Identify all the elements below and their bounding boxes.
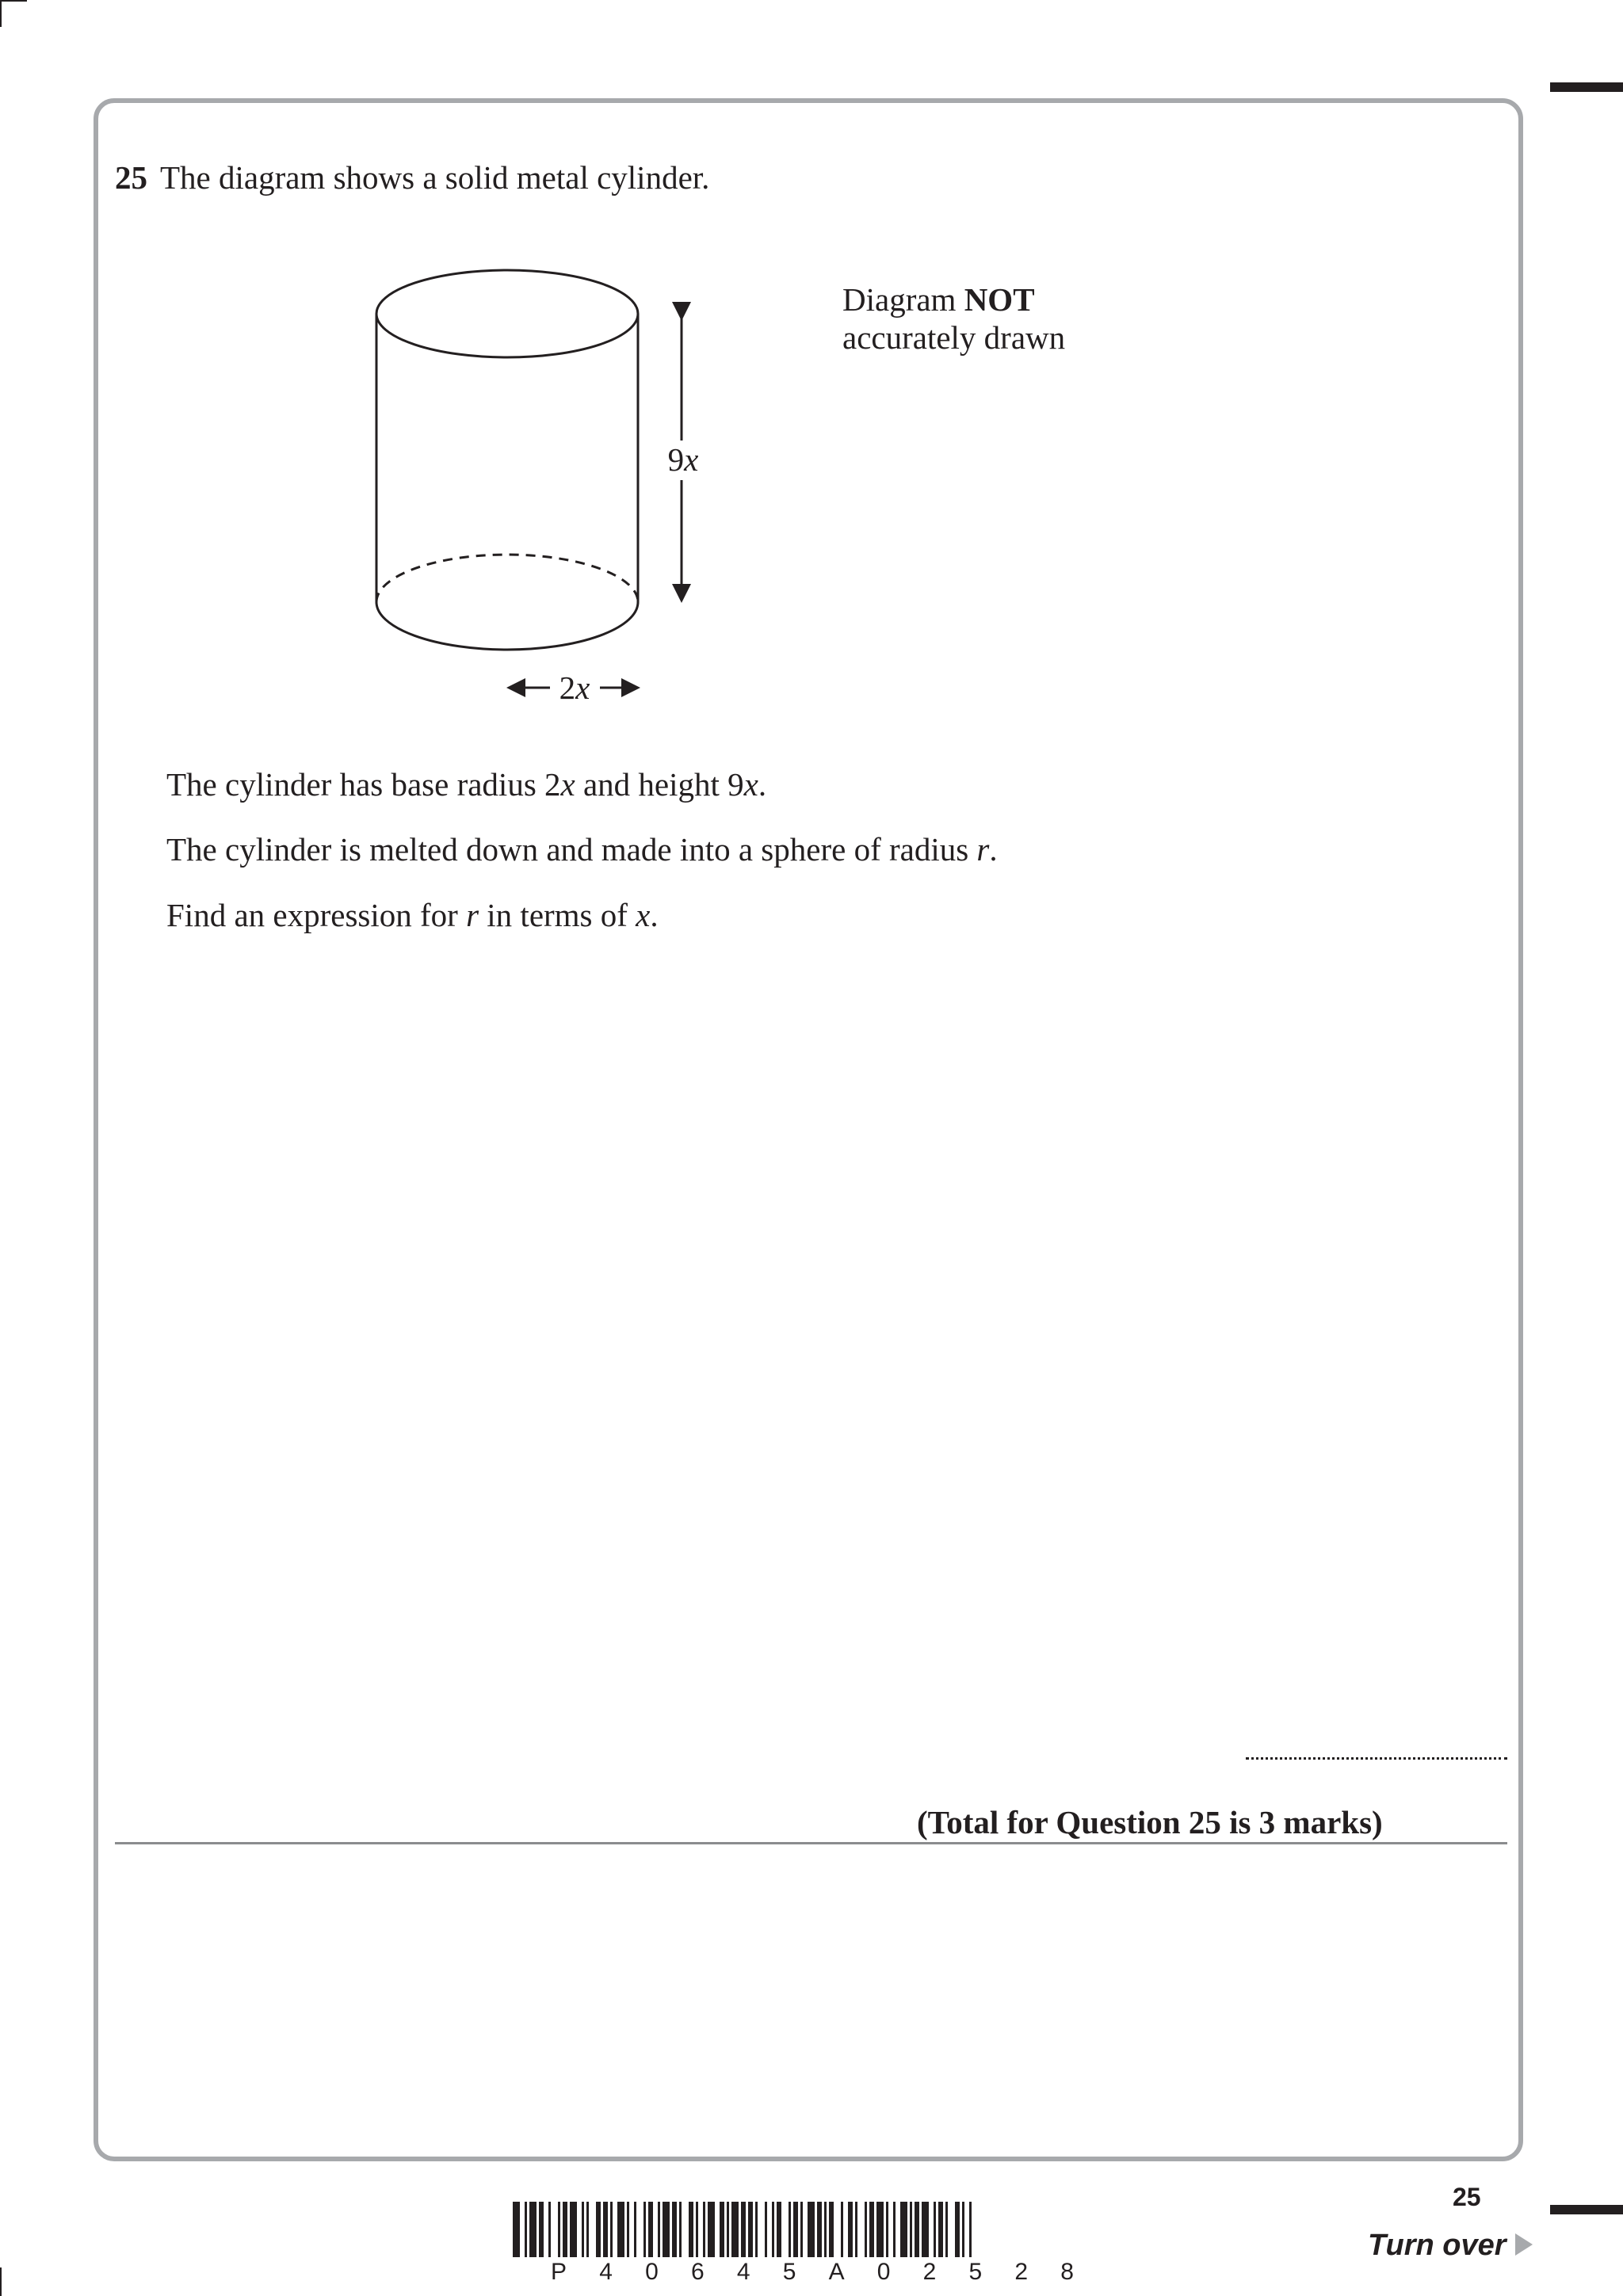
barcode-bar	[893, 2202, 896, 2257]
barcode-bar	[829, 2202, 834, 2257]
edge-bar-top	[1550, 82, 1623, 92]
page-number: 25	[1453, 2183, 1481, 2211]
question-intro: The diagram shows a solid metal cylinder.	[160, 159, 710, 196]
barcode-bar	[789, 2202, 791, 2257]
question-divider	[115, 1842, 1507, 1844]
barcode-bar	[934, 2202, 936, 2257]
barcode-bar	[558, 2202, 560, 2257]
diagram-note-normal: Diagram	[842, 281, 957, 318]
cylinder-diagram	[349, 277, 699, 713]
question-frame	[94, 98, 1523, 2161]
barcode-bar	[955, 2202, 960, 2257]
crop-mark-top-vertical	[0, 0, 2, 27]
barcode-bar	[793, 2202, 798, 2257]
barcode-bar	[869, 2202, 874, 2257]
cylinder-base-front-arc	[376, 602, 638, 650]
barcode-bar	[865, 2202, 867, 2257]
barcode-bar	[910, 2202, 912, 2257]
barcode-bar	[727, 2202, 729, 2257]
barcode-bar	[841, 2202, 843, 2257]
barcode-bar	[586, 2202, 589, 2257]
body-line-2: The cylinder is melted down and made into a sphere of radius r.	[166, 831, 998, 868]
barcode-char: 2	[922, 2259, 937, 2285]
barcode-char: 6	[690, 2259, 705, 2285]
barcode-bar	[582, 2202, 584, 2257]
barcode-bar	[708, 2202, 715, 2257]
crop-mark-top-horizontal	[0, 0, 27, 2]
barcode-text	[551, 2260, 1074, 2284]
barcode-bar	[563, 2202, 567, 2257]
barcode-bar	[610, 2202, 613, 2257]
barcode-bar	[855, 2202, 857, 2257]
diagram-note-bold: NOT	[964, 281, 1035, 318]
barcode-bar	[876, 2202, 884, 2257]
barcode-bar	[596, 2202, 601, 2257]
barcode-bar	[513, 2202, 520, 2257]
barcode-bar	[627, 2202, 629, 2257]
barcode-bar	[900, 2202, 907, 2257]
barcode-bar	[938, 2202, 943, 2257]
body-line-1: The cylinder has base radius 2x and height 9x.	[166, 766, 767, 803]
question-heading	[115, 159, 710, 196]
barcode-char: 0	[876, 2259, 891, 2285]
barcode-bar	[617, 2202, 624, 2257]
barcode-bar	[548, 2202, 551, 2257]
barcode-bar	[848, 2202, 853, 2257]
barcode-char: P	[551, 2259, 567, 2285]
barcode-bar	[525, 2202, 527, 2257]
barcode-bar	[962, 2202, 964, 2257]
barcode-bar	[741, 2202, 746, 2257]
barcode-bar	[772, 2202, 774, 2257]
diagram-note-line2: accurately drawn	[842, 319, 1066, 356]
barcode-bar	[703, 2202, 705, 2257]
barcode-bar	[603, 2202, 608, 2257]
edge-bar-bottom	[1550, 2205, 1623, 2214]
barcode-bar	[945, 2202, 948, 2257]
barcode-char: 2	[1014, 2259, 1029, 2285]
barcode-char: 0	[645, 2259, 659, 2285]
barcode-bar	[658, 2202, 660, 2257]
question-number: 25	[115, 159, 147, 196]
barcode-bar	[915, 2202, 919, 2257]
answer-line[interactable]	[1246, 1757, 1507, 1760]
body-line-3: Find an expression for r in terms of x.	[166, 897, 659, 933]
turn-over-arrow-icon	[1514, 2232, 1534, 2257]
barcode-bar	[696, 2202, 698, 2257]
turn-over-label: Turn over	[1368, 2229, 1507, 2262]
barcode-bar	[800, 2202, 803, 2257]
barcode-bar	[634, 2202, 636, 2257]
barcode-char: 4	[599, 2259, 613, 2285]
barcode-bar	[731, 2202, 739, 2257]
width-label: 2x	[559, 669, 590, 706]
crop-mark-bottom-vertical	[0, 2267, 2, 2296]
cylinder-base-hidden-arc	[376, 555, 638, 602]
cylinder-top-ellipse	[376, 270, 638, 357]
barcode-bar	[755, 2202, 758, 2257]
barcode-bar	[824, 2202, 827, 2257]
barcode-bar	[679, 2202, 682, 2257]
barcode-char: 5	[782, 2259, 796, 2285]
barcode	[513, 2202, 1131, 2257]
barcode-bar	[720, 2202, 724, 2257]
barcode-char: 4	[736, 2259, 750, 2285]
barcode-bar	[643, 2202, 646, 2257]
barcode-bar	[648, 2202, 653, 2257]
barcode-bar	[808, 2202, 815, 2257]
barcode-bar	[748, 2202, 753, 2257]
barcode-char: 8	[1060, 2259, 1074, 2285]
barcode-char: 5	[968, 2259, 983, 2285]
height-label: 9x	[667, 441, 699, 478]
barcode-bar	[570, 2202, 577, 2257]
barcode-bar	[689, 2202, 693, 2257]
barcode-bar	[529, 2202, 537, 2257]
diagram-note	[842, 280, 1065, 357]
barcode-bar	[539, 2202, 544, 2257]
barcode-bar	[777, 2202, 781, 2257]
barcode-bar	[969, 2202, 972, 2257]
barcode-bar	[765, 2202, 767, 2257]
barcode-bar	[922, 2202, 929, 2257]
barcode-bar	[817, 2202, 822, 2257]
barcode-bar	[672, 2202, 677, 2257]
barcode-char: A	[828, 2259, 845, 2285]
barcode-bar	[663, 2202, 670, 2257]
barcode-bar	[886, 2202, 888, 2257]
total-marks: (Total for Question 25 is 3 marks)	[917, 1804, 1383, 1840]
